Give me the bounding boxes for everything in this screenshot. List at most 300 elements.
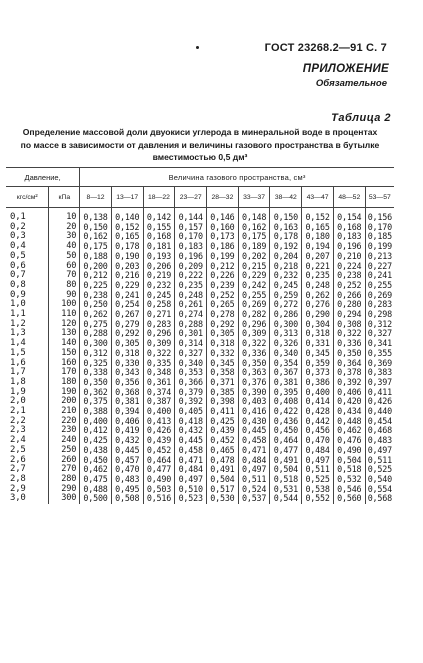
mass-fraction-cell: 0,224 bbox=[333, 262, 365, 272]
mass-fraction-cell: 0,206 bbox=[143, 262, 175, 272]
mass-fraction-cell: 0,383 bbox=[367, 367, 392, 378]
mass-fraction-cell: 0,341 bbox=[367, 338, 392, 349]
mass-fraction-cell: 0,252 bbox=[207, 291, 239, 301]
mass-fraction-cell: 0,406 bbox=[333, 388, 365, 398]
mass-fraction-cell: 0,343 bbox=[111, 368, 143, 378]
mass-fraction-cell: 0,262 bbox=[302, 291, 334, 301]
mass-fraction-cell: 0,503 bbox=[143, 485, 175, 495]
mass-fraction-cell: 0,188 bbox=[80, 252, 112, 262]
mass-fraction-cell: 0,358 bbox=[207, 368, 239, 378]
mass-fraction-cell: 0,238 bbox=[80, 291, 112, 301]
mass-fraction-cell: 0,517 bbox=[207, 485, 239, 495]
mass-fraction-cell: 0,185 bbox=[367, 231, 392, 242]
mass-fraction-cell: 0,254 bbox=[111, 300, 143, 310]
mass-fraction-cell: 0,504 bbox=[333, 456, 365, 466]
mass-fraction-cell: 0,322 bbox=[238, 339, 270, 349]
mass-fraction-cell: 0,560 bbox=[333, 494, 365, 504]
mass-fraction-cell: 0,538 bbox=[302, 485, 334, 495]
mass-fraction-cell: 0,235 bbox=[302, 271, 334, 281]
mass-fraction-cell: 0,227 bbox=[367, 260, 392, 271]
mass-fraction-cell: 0,178 bbox=[270, 232, 302, 242]
mass-fraction-cell: 0,340 bbox=[270, 349, 302, 359]
mass-fraction-cell: 0,331 bbox=[302, 339, 334, 349]
mass-fraction-cell: 0,196 bbox=[333, 242, 365, 252]
mass-fraction-cell: 0,213 bbox=[367, 250, 392, 261]
mass-fraction-cell: 0,497 bbox=[302, 456, 334, 466]
mass-fraction-cell: 0,203 bbox=[111, 262, 143, 272]
pressure-kpa-cell: 280 bbox=[49, 475, 80, 485]
gost-number: ГОСТ 23268.2—91 С. 7 bbox=[264, 42, 387, 54]
pressure-kpa-cell: 120 bbox=[49, 320, 80, 330]
mass-fraction-cell: 0,491 bbox=[207, 465, 239, 475]
mass-fraction-cell: 0,252 bbox=[333, 281, 365, 291]
mass-fraction-cell: 0,327 bbox=[175, 349, 207, 359]
mass-fraction-cell: 0,497 bbox=[175, 475, 207, 485]
mass-fraction-cell: 0,255 bbox=[367, 279, 392, 290]
pressure-kgf-cell: 1,5 bbox=[6, 349, 49, 359]
mass-fraction-cell: 0,525 bbox=[367, 464, 392, 475]
pressure-kgf-cell: 1,6 bbox=[6, 359, 49, 369]
mass-fraction-cell: 0,430 bbox=[238, 417, 270, 427]
caption-line: вместимостью 0,5 дм³ bbox=[152, 152, 248, 162]
mass-fraction-cell: 0,439 bbox=[143, 436, 175, 446]
mass-fraction-cell: 0,511 bbox=[367, 454, 392, 465]
mass-fraction-cell: 0,229 bbox=[111, 281, 143, 291]
mass-fraction-cell: 0,392 bbox=[175, 397, 207, 407]
mass-fraction-cell: 0,304 bbox=[302, 320, 334, 330]
mass-fraction-cell: 0,157 bbox=[175, 223, 207, 233]
pressure-kgf-cell: 0,7 bbox=[6, 271, 49, 281]
mass-fraction-cell: 0,476 bbox=[333, 436, 365, 446]
mass-fraction-cell: 0,452 bbox=[143, 446, 175, 456]
mass-fraction-cell: 0,458 bbox=[238, 436, 270, 446]
pressure-kpa-cell: 110 bbox=[49, 310, 80, 320]
mass-fraction-cell: 0,226 bbox=[207, 271, 239, 281]
mass-fraction-cell: 0,445 bbox=[238, 426, 270, 436]
mass-fraction-cell: 0,350 bbox=[333, 349, 365, 359]
mass-fraction-cell: 0,413 bbox=[143, 417, 175, 427]
pressure-kgf-cell: 2,7 bbox=[6, 465, 49, 475]
pressure-kgf-cell: 0,5 bbox=[6, 252, 49, 262]
co2-table bbox=[6, 167, 394, 504]
mass-fraction-cell: 0,138 bbox=[80, 208, 112, 223]
mass-fraction-cell: 0,309 bbox=[238, 329, 270, 339]
mass-fraction-cell: 0,508 bbox=[111, 494, 143, 504]
pressure-kgf-cell: 0,9 bbox=[6, 291, 49, 301]
pressure-kgf-cell: 2,5 bbox=[6, 446, 49, 456]
mass-fraction-cell: 0,484 bbox=[302, 446, 334, 456]
mass-fraction-cell: 0,483 bbox=[111, 475, 143, 485]
mass-fraction-cell: 0,292 bbox=[111, 329, 143, 339]
mass-fraction-cell: 0,232 bbox=[143, 281, 175, 291]
mass-fraction-cell: 0,300 bbox=[80, 339, 112, 349]
mass-fraction-cell: 0,272 bbox=[270, 300, 302, 310]
mass-fraction-cell: 0,525 bbox=[302, 475, 334, 485]
caption-line: Определение массовой доли двуокиси углерода в минеральной воде в процентах bbox=[22, 127, 378, 137]
mass-fraction-cell: 0,488 bbox=[80, 485, 112, 495]
mass-fraction-cell: 0,192 bbox=[270, 242, 302, 252]
mass-fraction-cell: 0,375 bbox=[80, 397, 112, 407]
mass-fraction-cell: 0,282 bbox=[238, 310, 270, 320]
pressure-kpa-cell: 200 bbox=[49, 397, 80, 407]
mass-fraction-cell: 0,495 bbox=[111, 485, 143, 495]
mass-fraction-cell: 0,400 bbox=[143, 407, 175, 417]
mass-fraction-cell: 0,288 bbox=[80, 329, 112, 339]
pressure-kgf-cell: 0,6 bbox=[6, 262, 49, 272]
mass-fraction-cell: 0,216 bbox=[111, 271, 143, 281]
mass-fraction-cell: 0,183 bbox=[333, 232, 365, 242]
mass-fraction-cell: 0,175 bbox=[80, 242, 112, 252]
mass-fraction-cell: 0,308 bbox=[333, 320, 365, 330]
mass-fraction-cell: 0,326 bbox=[270, 339, 302, 349]
mass-fraction-cell: 0,262 bbox=[80, 310, 112, 320]
mass-fraction-cell: 0,165 bbox=[302, 223, 334, 233]
pressure-kpa-cell: 130 bbox=[49, 329, 80, 339]
mass-fraction-cell: 0,265 bbox=[207, 300, 239, 310]
mass-fraction-cell: 0,294 bbox=[333, 310, 365, 320]
mass-fraction-cell: 0,309 bbox=[143, 339, 175, 349]
mass-fraction-cell: 0,235 bbox=[175, 281, 207, 291]
mass-fraction-cell: 0,362 bbox=[80, 388, 112, 398]
mass-fraction-cell: 0,464 bbox=[270, 436, 302, 446]
mass-fraction-cell: 0,468 bbox=[367, 425, 392, 436]
mass-fraction-cell: 0,497 bbox=[367, 444, 392, 455]
pressure-kpa-cell: 240 bbox=[49, 436, 80, 446]
mass-fraction-cell: 0,248 bbox=[175, 291, 207, 301]
pressure-kpa-cell: 210 bbox=[49, 407, 80, 417]
mass-fraction-cell: 0,301 bbox=[175, 329, 207, 339]
table-row bbox=[6, 494, 394, 504]
pressure-kgf-cell: 2,3 bbox=[6, 426, 49, 436]
mass-fraction-cell: 0,186 bbox=[207, 242, 239, 252]
pressure-kgf-cell: 2,8 bbox=[6, 475, 49, 485]
mass-fraction-cell: 0,336 bbox=[238, 349, 270, 359]
mass-fraction-cell: 0,286 bbox=[270, 310, 302, 320]
mass-fraction-cell: 0,439 bbox=[207, 426, 239, 436]
mass-fraction-cell: 0,484 bbox=[175, 465, 207, 475]
mass-fraction-cell: 0,445 bbox=[175, 436, 207, 446]
mass-fraction-cell: 0,168 bbox=[143, 232, 175, 242]
mass-fraction-cell: 0,363 bbox=[238, 368, 270, 378]
mass-fraction-cell: 0,140 bbox=[111, 208, 143, 223]
mass-fraction-cell: 0,464 bbox=[143, 456, 175, 466]
mass-fraction-cell: 0,259 bbox=[270, 291, 302, 301]
mass-fraction-cell: 0,477 bbox=[270, 446, 302, 456]
mass-fraction-cell: 0,426 bbox=[143, 426, 175, 436]
pressure-kpa-cell: 10 bbox=[49, 208, 80, 223]
mass-fraction-cell: 0,305 bbox=[111, 339, 143, 349]
mass-fraction-cell: 0,478 bbox=[207, 456, 239, 466]
mass-fraction-cell: 0,312 bbox=[367, 318, 392, 329]
mass-fraction-cell: 0,374 bbox=[143, 388, 175, 398]
mass-fraction-cell: 0,225 bbox=[80, 281, 112, 291]
mass-fraction-cell: 0,457 bbox=[111, 456, 143, 466]
mass-fraction-cell: 0,442 bbox=[302, 417, 334, 427]
mass-fraction-cell: 0,210 bbox=[333, 252, 365, 262]
mass-fraction-cell: 0,181 bbox=[143, 242, 175, 252]
mass-fraction-cell: 0,275 bbox=[80, 320, 112, 330]
mass-fraction-cell: 0,524 bbox=[238, 485, 270, 495]
pressure-kpa-cell: 80 bbox=[49, 281, 80, 291]
mass-fraction-cell: 0,361 bbox=[143, 378, 175, 388]
mass-fraction-cell: 0,388 bbox=[80, 407, 112, 417]
pressure-kgf-cell: 2,6 bbox=[6, 456, 49, 466]
mass-fraction-cell: 0,322 bbox=[333, 329, 365, 339]
pressure-kpa-cell: 250 bbox=[49, 446, 80, 456]
pressure-kgf-cell: 0,1 bbox=[6, 208, 49, 223]
mass-fraction-cell: 0,242 bbox=[238, 281, 270, 291]
pressure-kgf-cell: 1,2 bbox=[6, 320, 49, 330]
mass-fraction-cell: 0,173 bbox=[207, 232, 239, 242]
mass-fraction-cell: 0,359 bbox=[302, 359, 334, 369]
mass-fraction-cell: 0,305 bbox=[207, 329, 239, 339]
mass-fraction-cell: 0,490 bbox=[143, 475, 175, 485]
mass-fraction-cell: 0,168 bbox=[333, 223, 365, 233]
mass-fraction-cell: 0,452 bbox=[207, 436, 239, 446]
pressure-kpa-cell: 40 bbox=[49, 242, 80, 252]
mass-fraction-cell: 0,450 bbox=[80, 456, 112, 466]
mass-fraction-cell: 0,209 bbox=[175, 262, 207, 272]
mass-fraction-cell: 0,554 bbox=[367, 483, 392, 494]
mass-fraction-cell: 0,332 bbox=[207, 349, 239, 359]
mass-fraction-cell: 0,238 bbox=[333, 271, 365, 281]
mass-fraction-cell: 0,450 bbox=[270, 426, 302, 436]
mass-fraction-cell: 0,207 bbox=[302, 252, 334, 262]
mass-fraction-cell: 0,278 bbox=[207, 310, 239, 320]
mass-fraction-cell: 0,193 bbox=[143, 252, 175, 262]
mass-fraction-cell: 0,318 bbox=[302, 329, 334, 339]
mass-fraction-cell: 0,484 bbox=[238, 456, 270, 466]
mass-fraction-cell: 0,411 bbox=[367, 386, 392, 397]
mass-fraction-cell: 0,470 bbox=[111, 465, 143, 475]
mass-fraction-cell: 0,419 bbox=[111, 426, 143, 436]
mass-fraction-cell: 0,510 bbox=[175, 485, 207, 495]
mass-fraction-cell: 0,162 bbox=[238, 223, 270, 233]
mass-fraction-cell: 0,540 bbox=[367, 473, 392, 484]
mass-fraction-cell: 0,395 bbox=[270, 388, 302, 398]
mass-fraction-cell: 0,471 bbox=[238, 446, 270, 456]
mass-fraction-cell: 0,432 bbox=[111, 436, 143, 446]
mass-fraction-cell: 0,511 bbox=[302, 465, 334, 475]
mass-fraction-cell: 0,239 bbox=[207, 281, 239, 291]
mass-fraction-cell: 0,232 bbox=[270, 271, 302, 281]
mass-fraction-cell: 0,371 bbox=[207, 378, 239, 388]
gas-space-column-header: 38—42 bbox=[270, 187, 302, 208]
mass-fraction-cell: 0,142 bbox=[143, 208, 175, 223]
mass-fraction-cell: 0,458 bbox=[175, 446, 207, 456]
mass-fraction-cell: 0,219 bbox=[143, 271, 175, 281]
mass-fraction-cell: 0,322 bbox=[143, 349, 175, 359]
mass-fraction-cell: 0,300 bbox=[270, 320, 302, 330]
mass-fraction-cell: 0,152 bbox=[302, 208, 334, 223]
mass-fraction-cell: 0,212 bbox=[207, 262, 239, 272]
pressure-kgf-cell: 0,3 bbox=[6, 232, 49, 242]
mass-fraction-cell: 0,345 bbox=[302, 349, 334, 359]
mass-fraction-cell: 0,530 bbox=[207, 494, 239, 504]
pressure-kpa-cell: 90 bbox=[49, 291, 80, 301]
mass-fraction-cell: 0,350 bbox=[80, 378, 112, 388]
mass-fraction-cell: 0,367 bbox=[270, 368, 302, 378]
mass-fraction-cell: 0,165 bbox=[111, 232, 143, 242]
mass-fraction-cell: 0,376 bbox=[238, 378, 270, 388]
mass-fraction-cell: 0,170 bbox=[367, 221, 392, 232]
mass-fraction-cell: 0,356 bbox=[111, 378, 143, 388]
pressure-kpa-cell: 270 bbox=[49, 465, 80, 475]
mass-fraction-cell: 0,345 bbox=[207, 359, 239, 369]
mass-fraction-cell: 0,222 bbox=[175, 271, 207, 281]
mass-fraction-cell: 0,385 bbox=[207, 388, 239, 398]
pressure-kpa-cell: 190 bbox=[49, 388, 80, 398]
mass-fraction-cell: 0,269 bbox=[238, 300, 270, 310]
mass-fraction-cell: 0,279 bbox=[111, 320, 143, 330]
mass-fraction-cell: 0,416 bbox=[238, 407, 270, 417]
mass-fraction-cell: 0,241 bbox=[111, 291, 143, 301]
mass-fraction-cell: 0,537 bbox=[238, 494, 270, 504]
gas-space-column-header: 33—37 bbox=[238, 187, 270, 208]
mass-fraction-cell: 0,276 bbox=[302, 300, 334, 310]
mass-fraction-cell: 0,400 bbox=[80, 417, 112, 427]
mass-fraction-cell: 0,568 bbox=[367, 493, 392, 504]
mass-fraction-cell: 0,414 bbox=[302, 397, 334, 407]
mass-fraction-cell: 0,379 bbox=[175, 388, 207, 398]
mass-fraction-cell: 0,454 bbox=[367, 415, 392, 426]
mass-fraction-cell: 0,196 bbox=[175, 252, 207, 262]
mass-fraction-cell: 0,426 bbox=[367, 396, 392, 407]
mass-fraction-cell: 0,202 bbox=[238, 252, 270, 262]
pressure-kgf-cell: 0,4 bbox=[6, 242, 49, 252]
mass-fraction-cell: 0,180 bbox=[302, 232, 334, 242]
mass-fraction-cell: 0,144 bbox=[175, 208, 207, 223]
mass-fraction-cell: 0,146 bbox=[207, 208, 239, 223]
mass-fraction-cell: 0,283 bbox=[143, 320, 175, 330]
mass-fraction-cell: 0,400 bbox=[302, 388, 334, 398]
mass-fraction-cell: 0,418 bbox=[175, 417, 207, 427]
mass-fraction-cell: 0,475 bbox=[80, 475, 112, 485]
mass-fraction-cell: 0,504 bbox=[270, 465, 302, 475]
mass-fraction-cell: 0,338 bbox=[80, 368, 112, 378]
mass-fraction-cell: 0,229 bbox=[238, 271, 270, 281]
gas-space-column-header: 23—27 bbox=[175, 187, 207, 208]
mass-fraction-cell: 0,355 bbox=[367, 347, 392, 358]
gas-space-column-header: 43—47 bbox=[302, 187, 334, 208]
mass-fraction-cell: 0,274 bbox=[175, 310, 207, 320]
pressure-header: Давление, bbox=[6, 168, 80, 187]
pressure-kpa-cell: 170 bbox=[49, 368, 80, 378]
mass-fraction-cell: 0,369 bbox=[367, 357, 392, 368]
pressure-kgf-cell: 2,2 bbox=[6, 417, 49, 427]
unit-kgf-header: кгс/см² bbox=[6, 187, 49, 208]
pressure-kgf-cell: 1,3 bbox=[6, 329, 49, 339]
pressure-kgf-cell: 2,1 bbox=[6, 407, 49, 417]
mass-fraction-cell: 0,189 bbox=[238, 242, 270, 252]
mass-fraction-cell: 0,394 bbox=[111, 407, 143, 417]
gas-space-column-header: 48—52 bbox=[333, 187, 365, 208]
mass-fraction-cell: 0,160 bbox=[207, 223, 239, 233]
mass-fraction-cell: 0,445 bbox=[111, 446, 143, 456]
mass-fraction-cell: 0,280 bbox=[333, 300, 365, 310]
mass-fraction-cell: 0,353 bbox=[175, 368, 207, 378]
mass-fraction-cell: 0,470 bbox=[302, 436, 334, 446]
page-header bbox=[0, 42, 423, 56]
mass-fraction-cell: 0,204 bbox=[270, 252, 302, 262]
mass-fraction-cell: 0,497 bbox=[238, 465, 270, 475]
gas-space-column-header: 13—17 bbox=[111, 187, 143, 208]
pressure-kgf-cell: 1,7 bbox=[6, 368, 49, 378]
table-caption bbox=[6, 126, 394, 164]
mass-fraction-cell: 0,364 bbox=[333, 359, 365, 369]
mass-fraction-cell: 0,327 bbox=[367, 328, 392, 339]
pressure-kpa-cell: 230 bbox=[49, 426, 80, 436]
mass-fraction-cell: 0,438 bbox=[80, 446, 112, 456]
mass-fraction-cell: 0,170 bbox=[175, 232, 207, 242]
mass-fraction-cell: 0,425 bbox=[80, 436, 112, 446]
mass-fraction-cell: 0,491 bbox=[270, 456, 302, 466]
pressure-kpa-cell: 30 bbox=[49, 232, 80, 242]
mass-fraction-cell: 0,387 bbox=[143, 397, 175, 407]
mass-fraction-cell: 0,296 bbox=[238, 320, 270, 330]
mass-fraction-cell: 0,318 bbox=[111, 349, 143, 359]
mass-fraction-cell: 0,532 bbox=[333, 475, 365, 485]
mass-fraction-cell: 0,411 bbox=[207, 407, 239, 417]
mass-fraction-cell: 0,313 bbox=[270, 329, 302, 339]
mass-fraction-cell: 0,516 bbox=[143, 494, 175, 504]
mass-fraction-cell: 0,420 bbox=[333, 397, 365, 407]
pressure-kgf-cell: 1,8 bbox=[6, 378, 49, 388]
gas-space-column-header: 28—32 bbox=[207, 187, 239, 208]
mass-fraction-cell: 0,381 bbox=[270, 378, 302, 388]
mass-fraction-cell: 0,292 bbox=[207, 320, 239, 330]
mass-fraction-cell: 0,425 bbox=[207, 417, 239, 427]
mass-fraction-cell: 0,378 bbox=[333, 368, 365, 378]
mass-fraction-cell: 0,368 bbox=[111, 388, 143, 398]
mass-fraction-cell: 0,148 bbox=[238, 208, 270, 223]
mass-fraction-cell: 0,215 bbox=[238, 262, 270, 272]
mass-fraction-cell: 0,312 bbox=[80, 349, 112, 359]
mass-fraction-cell: 0,199 bbox=[207, 252, 239, 262]
mass-fraction-cell: 0,386 bbox=[302, 378, 334, 388]
mass-fraction-cell: 0,199 bbox=[367, 241, 392, 252]
mass-fraction-cell: 0,448 bbox=[333, 417, 365, 427]
pressure-kpa-cell: 100 bbox=[49, 300, 80, 310]
mass-fraction-cell: 0,218 bbox=[270, 262, 302, 272]
mass-fraction-cell: 0,422 bbox=[270, 407, 302, 417]
mass-fraction-cell: 0,336 bbox=[333, 339, 365, 349]
mass-fraction-cell: 0,340 bbox=[175, 359, 207, 369]
pressure-kgf-cell: 0,8 bbox=[6, 281, 49, 291]
pressure-kpa-cell: 70 bbox=[49, 271, 80, 281]
mass-fraction-cell: 0,405 bbox=[175, 407, 207, 417]
mass-fraction-cell: 0,408 bbox=[270, 397, 302, 407]
mass-fraction-cell: 0,406 bbox=[111, 417, 143, 427]
pressure-kpa-cell: 290 bbox=[49, 485, 80, 495]
pressure-kgf-cell: 1,0 bbox=[6, 300, 49, 310]
mass-fraction-cell: 0,434 bbox=[333, 407, 365, 417]
mass-fraction-cell: 0,221 bbox=[302, 262, 334, 272]
mass-fraction-cell: 0,366 bbox=[175, 378, 207, 388]
mass-fraction-cell: 0,266 bbox=[333, 291, 365, 301]
mass-fraction-cell: 0,432 bbox=[175, 426, 207, 436]
mass-fraction-cell: 0,290 bbox=[302, 310, 334, 320]
mass-fraction-cell: 0,403 bbox=[238, 397, 270, 407]
pressure-kgf-cell: 1,9 bbox=[6, 388, 49, 398]
mass-fraction-cell: 0,354 bbox=[270, 359, 302, 369]
mass-fraction-cell: 0,335 bbox=[143, 359, 175, 369]
appendix-status: Обязательное bbox=[315, 78, 387, 89]
mass-fraction-cell: 0,178 bbox=[111, 242, 143, 252]
mass-fraction-cell: 0,531 bbox=[270, 485, 302, 495]
pressure-kgf-cell: 2,9 bbox=[6, 485, 49, 495]
mass-fraction-cell: 0,283 bbox=[367, 299, 392, 310]
